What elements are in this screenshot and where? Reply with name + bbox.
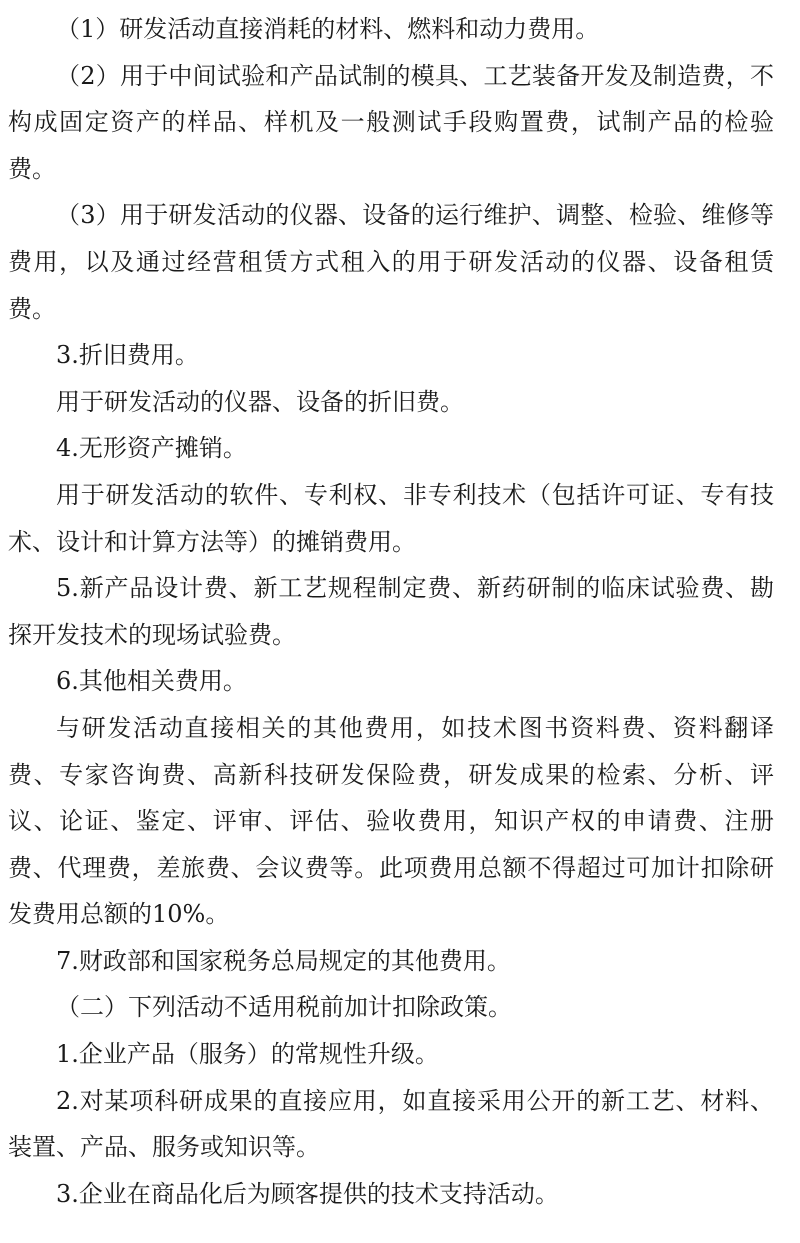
heading-depreciation: 3.折旧费用。 [56,341,199,370]
heading-intangible-amortization: 4.无形资产摊销。 [56,434,247,463]
paragraph-ministry-costs: 7.财政部和国家税务总局规定的其他费用。 [56,946,511,975]
paragraph-depreciation: 用于研发活动的仪器、设备的折旧费。 [56,387,464,416]
list-item-direct-application: 2.对某项科研成果的直接应用，如直接采用公开的新工艺、材料、装置、产品、服务或知识等。 [8,1086,774,1162]
paragraph-design-fees: 5.新产品设计费、新工艺规程制定费、新药研制的临床试验费、勘探开发技术的现场试验费。 [8,574,774,649]
list-item-technical-support: 3.企业在商品化后为顾客提供的技术支持活动。 [56,1179,559,1208]
list-item-routine-upgrade: 1.企业产品（服务）的常规性升级。 [56,1040,439,1069]
paragraph-other-costs: 与研发活动直接相关的其他费用，如技术图书资料费、资料翻译费、专家咨询费、高新科技研发保险费，研发成果的检索、分析、评议、论证、鉴定、评审、评估、验收费用，知识产权的申请费、注册费、代理费，差旅费、会议费等。此项费用总额不得超过可加计扣除研发费用总额的10%。 [8,713,774,929]
heading-excluded-activities: （二）下列活动不适用税前加计扣除政策。 [56,993,512,1022]
paragraph-intangible-amortization: 用于研发活动的软件、专利权、非专利技术（包括许可证、专有技术、设计和计算方法等）的摊销费用。 [8,480,774,556]
heading-other-costs: 6.其他相关费用。 [56,667,247,696]
paragraph-trial-production: （2）用于中间试验和产品试制的模具、工艺装备开发及制造费，不构成固定资产的样品、样机及一般测试手段购置费，试制产品的检验费。 [8,61,774,183]
paragraph-materials-fuel-power: （1）研发活动直接消耗的材料、燃料和动力费用。 [56,15,600,43]
paragraph-equipment-maintenance: （3）用于研发活动的仪器、设备的运行维护、调整、检验、维修等费用，以及通过经营租赁方式租入的用于研发活动的仪器、设备租赁费。 [8,201,774,323]
